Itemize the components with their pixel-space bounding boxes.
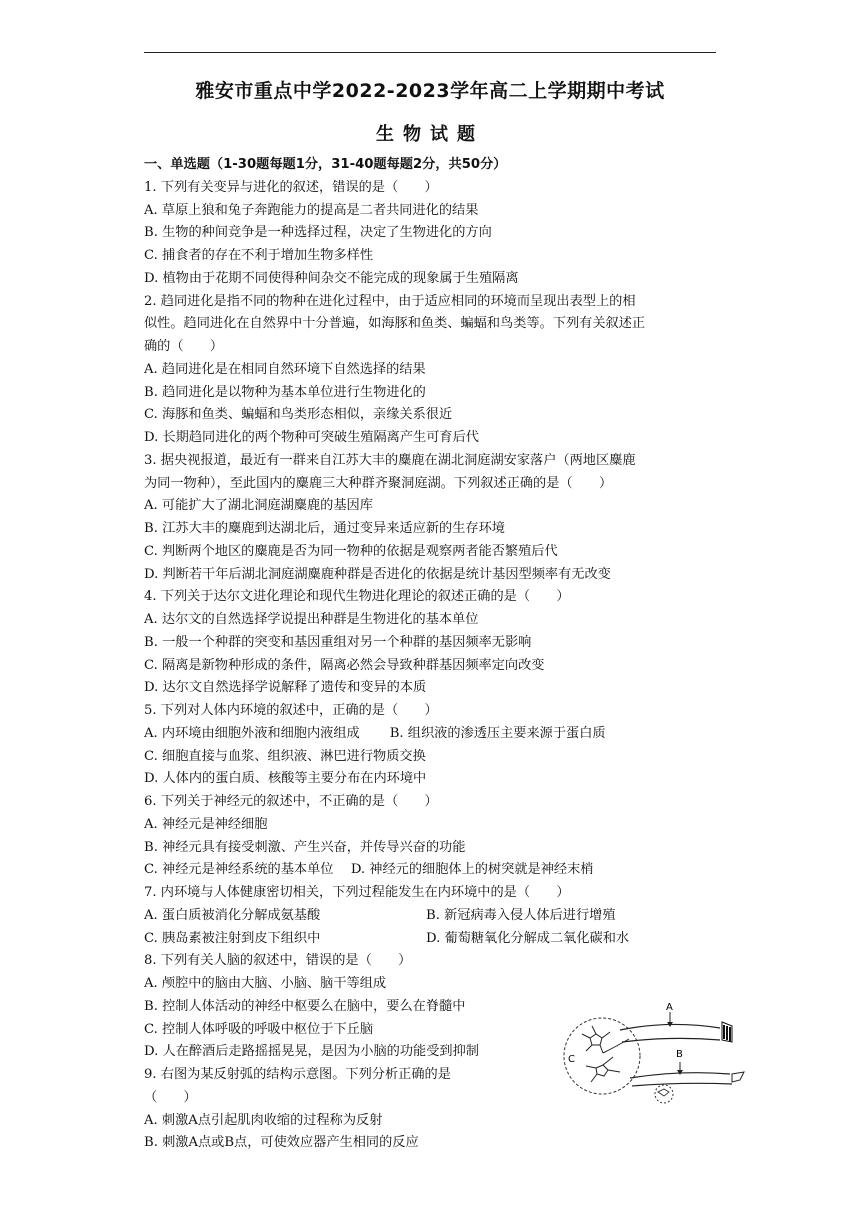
question-stem: 3. 据央视报道，最近有一群来自江苏大丰的麋鹿在湖北洞庭湖安家落户（两地区麋鹿 xyxy=(144,452,636,468)
option-d: D. 长期趋同进化的两个物种可突破生殖隔离产生可育后代 xyxy=(144,430,479,445)
option-d: D. 葡萄糖氧化分解成二氧化碳和水 xyxy=(426,930,630,946)
option-b: B. 生物的种间竞争是一种选择过程，决定了生物进化的方向 xyxy=(144,225,492,241)
option-d: D. 达尔文自然选择学说解释了遗传和变异的本质 xyxy=(144,680,427,696)
nerve-fiber-upper-2 xyxy=(622,1038,720,1042)
question-stem: 7. 内环境与人体健康密切相关，下列过程能发生在内环境中的是（ ） xyxy=(144,885,570,900)
reflex-arc-figure xyxy=(560,1000,760,1110)
option-c: C. 控制人体呼吸的呼吸中枢位于下丘脑 xyxy=(144,1021,374,1037)
top-rule xyxy=(144,52,716,53)
option-c: C. 细胞直接与血浆、组织液、淋巴进行物质交换 xyxy=(144,748,426,764)
option-row xyxy=(144,928,704,951)
option-d: D. 植物由于花期不同使得种间杂交不能完成的现象属于生殖隔离 xyxy=(144,270,519,286)
option-b: B. 控制人体活动的神经中枢要么在脑中，要么在脊髓中 xyxy=(144,998,466,1014)
option-row xyxy=(144,723,704,746)
question-stem: 1. 下列有关变异与进化的叙述，错误的是（ ） xyxy=(144,179,438,195)
option-b: B. 刺激A点或B点，可使效应器产生相同的反应 xyxy=(144,1135,419,1151)
option-c: C. 隔离是新物种形成的条件，隔离必然会导致种群基因频率定向改变 xyxy=(144,657,545,673)
ganglion xyxy=(655,1085,673,1103)
question-stem: 6. 下列关于神经元的叙述中，不正确的是（ ） xyxy=(144,794,438,809)
page-subtitle: 生物试题 xyxy=(376,124,484,145)
option-d: D. 判断若干年后湖北洞庭湖麋鹿种群是否进化的依据是统计基因型频率有无改变 xyxy=(144,566,611,582)
question-stem: 似性。趋同进化在自然界中十分普遍，如海豚和鱼类、蝙蝠和鸟类等。下列有关叙述正 xyxy=(144,316,646,332)
label-b: B xyxy=(676,1049,683,1060)
option-c-d: C. 神经元是神经系统的基本单位 D. 神经元的细胞体上的树突就是神经末梢 xyxy=(144,862,594,878)
option-row xyxy=(144,905,704,928)
question-stem: 2. 趋同进化是指不同的物种在进化过程中，由于适应相同的环境而呈现出表型上的相 xyxy=(144,293,636,309)
option-b: B. 一般一个种群的突变和基因重组对另一个种群的基因频率无影响 xyxy=(144,634,532,650)
question-stem: 9. 右图为某反射弧的结构示意图。下列分析正确的是 xyxy=(144,1067,451,1082)
option-b: B. 神经元具有接受刺激、产生兴奋，并传导兴奋的功能 xyxy=(144,839,466,855)
option-a: A. 刺激A点引起肌肉收缩的过程称为反射 xyxy=(144,1112,383,1128)
label-c: C xyxy=(568,1054,575,1065)
option-b: B. 新冠病毒入侵人体后进行增殖 xyxy=(426,907,616,923)
effector-muscle xyxy=(722,1022,732,1042)
question-stem: 确的（ ） xyxy=(144,339,224,354)
option-a: A. 可能扩大了湖北洞庭湖麋鹿的基因库 xyxy=(144,498,373,514)
label-a: A xyxy=(666,1002,673,1013)
question-stem: 8. 下列有关人脑的叙述中，错误的是（ ） xyxy=(144,953,412,969)
nerve-center-circle xyxy=(564,1018,640,1094)
option-a: A. 达尔文的自然选择学说提出种群是生物进化的基本单位 xyxy=(144,612,479,627)
option-d: D. 人在醉酒后走路摇摇晃晃，是因为小脑的功能受到抑制 xyxy=(144,1044,479,1060)
option-a: A. 趋同进化是在相同自然环境下自然选择的结果 xyxy=(144,361,426,377)
option-c: C. 捕食者的存在不利于增加生物多样性 xyxy=(144,248,374,263)
section-heading: 一、单选题（1-30题每题1分，31-40题每题2分，共50分） xyxy=(144,157,507,172)
option-c: C. 胰岛素被注射到皮下组织中 xyxy=(144,930,321,946)
question-stem: 5. 下列对人体内环境的叙述中，正确的是（ ） xyxy=(144,703,438,718)
option-b: B. 江苏大丰的麋鹿到达湖北后，通过变异来适应新的生存环境 xyxy=(144,521,505,536)
option-a: A. 草原上狼和兔子奔跑能力的提高是二者共同进化的结果 xyxy=(144,202,479,218)
option-c: C. 海豚和鱼类、蝙蝠和鸟类形态相似，亲缘关系很近 xyxy=(144,407,453,423)
option-b: B. 趋同进化是以物种为基本单位进行生物进化的 xyxy=(144,384,426,400)
question-stem: （ ） xyxy=(144,1089,197,1105)
option-b: B. 组织液的渗透压主要来源于蛋白质 xyxy=(389,725,606,741)
option-a: A. 颅腔中的脑由大脑、小脑、脑干等组成 xyxy=(144,976,387,991)
nerve-fiber-lower-2 xyxy=(632,1083,732,1086)
receptor xyxy=(732,1072,744,1082)
neuron-cells xyxy=(582,1026,629,1082)
option-a: A. 蛋白质被消化分解成氨基酸 xyxy=(144,907,321,923)
option-c: C. 判断两个地区的麋鹿是否为同一物种的依据是观察两者能否繁殖后代 xyxy=(144,543,558,559)
page-title: 雅安市重点中学2022-2023学年高二上学期期中考试 xyxy=(195,80,665,102)
option-a: A. 内环境由细胞外液和细胞内液组成 xyxy=(144,725,360,741)
question-stem: 为同一物种），至此国内的麋鹿三大种群齐聚洞庭湖。下列叙述正确的是（ ） xyxy=(144,475,613,491)
option-d: D. 人体内的蛋白质、核酸等主要分布在内环境中 xyxy=(144,771,427,787)
question-stem: 4. 下列关于达尔文进化理论和现代生物进化理论的叙述正确的是（ ） xyxy=(144,589,570,605)
option-a: A. 神经元是神经细胞 xyxy=(144,816,268,832)
